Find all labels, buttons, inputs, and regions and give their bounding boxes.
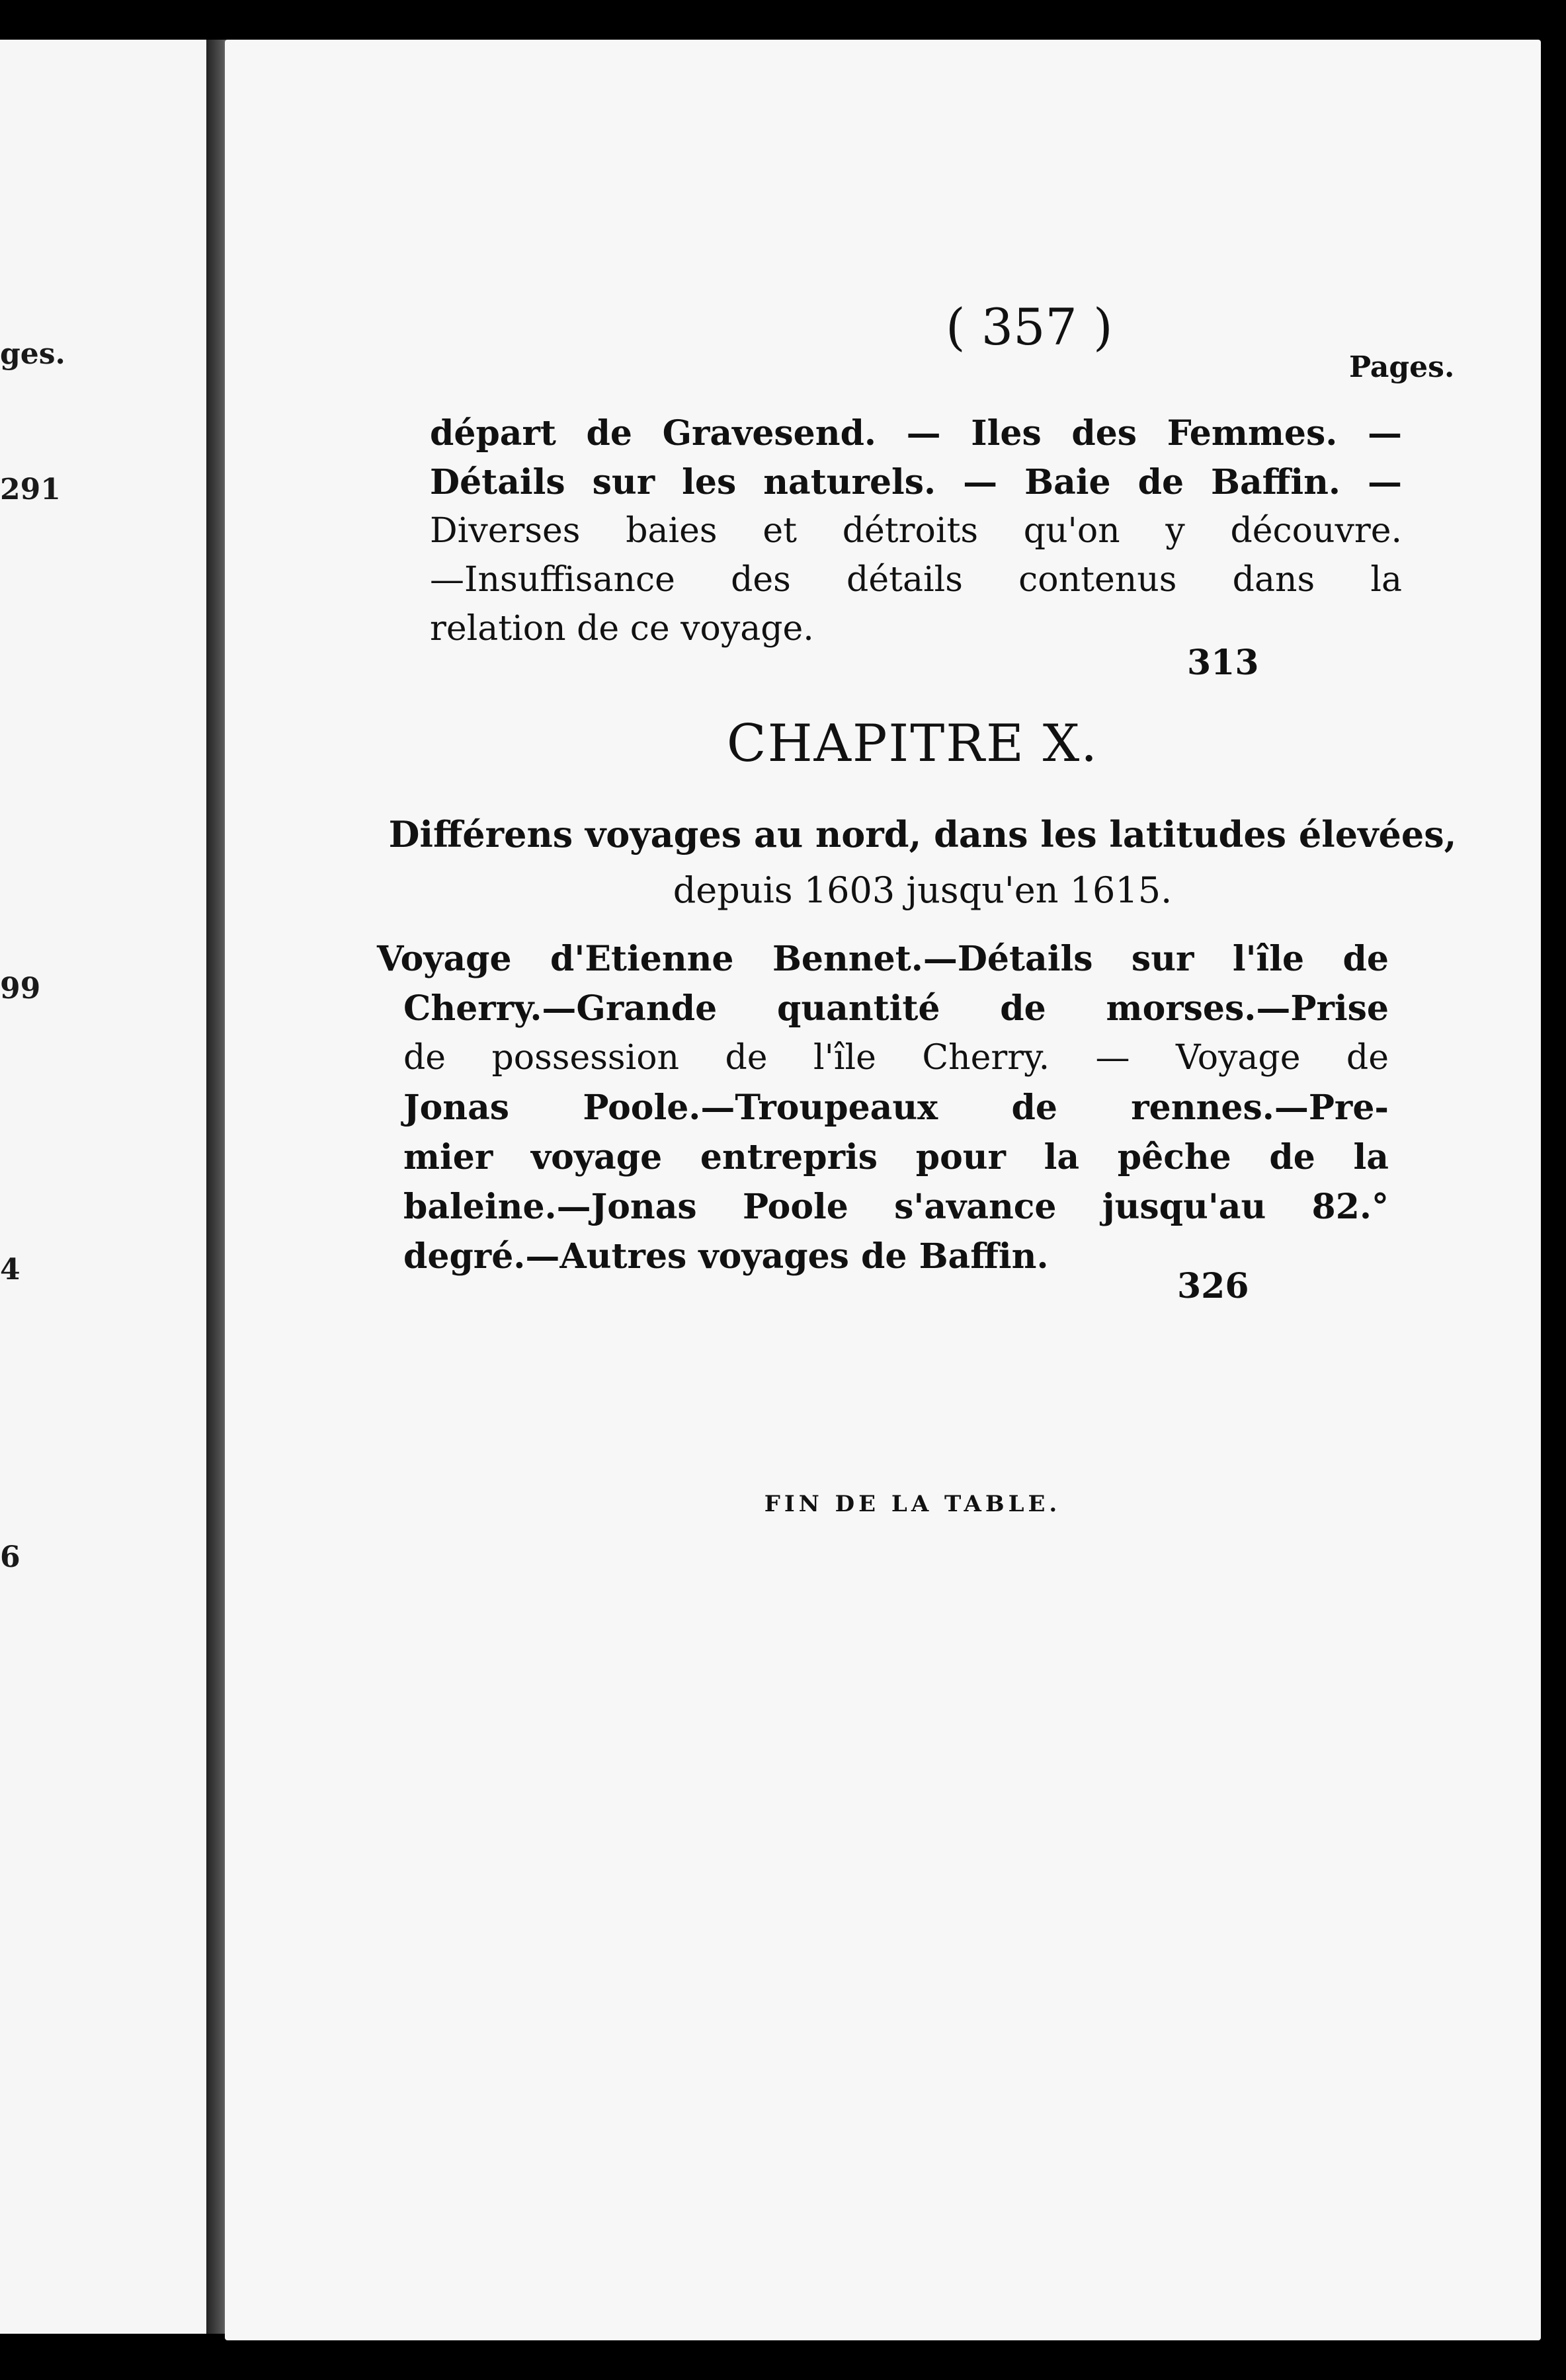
chapter-summary-line: depuis 1603 jusqu'en 1615. (673, 869, 1173, 911)
toc-entry-line: —Insuffisance des détails contenus dans la (430, 560, 1402, 600)
pages-column-label: Pages. (1349, 350, 1455, 384)
previous-page-number-fragment: 291 (0, 473, 61, 506)
book-page (225, 40, 1541, 2340)
toc-entry-line: relation de ce voyage. (430, 609, 814, 649)
end-of-table-note: FIN DE LA TABLE. (764, 1491, 1061, 1517)
previous-page-number-fragment: 6 (0, 1540, 21, 1574)
toc-entry-line: Diverses baies et détroits qu'on y découvre. (430, 511, 1402, 551)
toc-entry-line: mier voyage entrepris pour la pêche de la (403, 1137, 1389, 1177)
toc-entry-line: Jonas Poole.—Troupeaux de rennes.—Pre- (403, 1088, 1389, 1128)
toc-entry-line: Voyage d'Etienne Bennet.—Détails sur l'île de (377, 939, 1389, 979)
page-number: ( 357 ) (946, 298, 1113, 356)
chapter-summary-line: Différens voyages au nord, dans les latitudes élevées, (388, 813, 1457, 855)
toc-entry-line: degré.—Autres voyages de Baffin. (403, 1236, 1049, 1277)
previous-page-number-fragment: 4 (0, 1253, 21, 1287)
toc-entry-line: Cherry.—Grande quantité de morses.—Prise (403, 988, 1389, 1029)
toc-entry-line: baleine.—Jonas Poole s'avance jusqu'au 82.° (403, 1187, 1389, 1227)
toc-entry-line: départ de Gravesend. — Iles des Femmes. — (430, 413, 1402, 454)
previous-page-pages-label-fragment: ges. (0, 337, 65, 371)
toc-entry-2 (377, 939, 1389, 1286)
toc-entry-line: Détails sur les naturels. — Baie de Baffin. — (430, 462, 1402, 502)
previous-page-number-fragment: 99 (0, 972, 41, 1006)
toc-entry-2-page-ref: 326 (1177, 1266, 1249, 1306)
toc-entry-line: de possession de l'île Cherry. — Voyage de (403, 1038, 1389, 1078)
toc-entry-1 (430, 413, 1402, 658)
previous-page (0, 40, 209, 2334)
chapter-title: CHAPITRE X. (726, 714, 1099, 774)
toc-entry-1-page-ref: 313 (1187, 643, 1259, 683)
